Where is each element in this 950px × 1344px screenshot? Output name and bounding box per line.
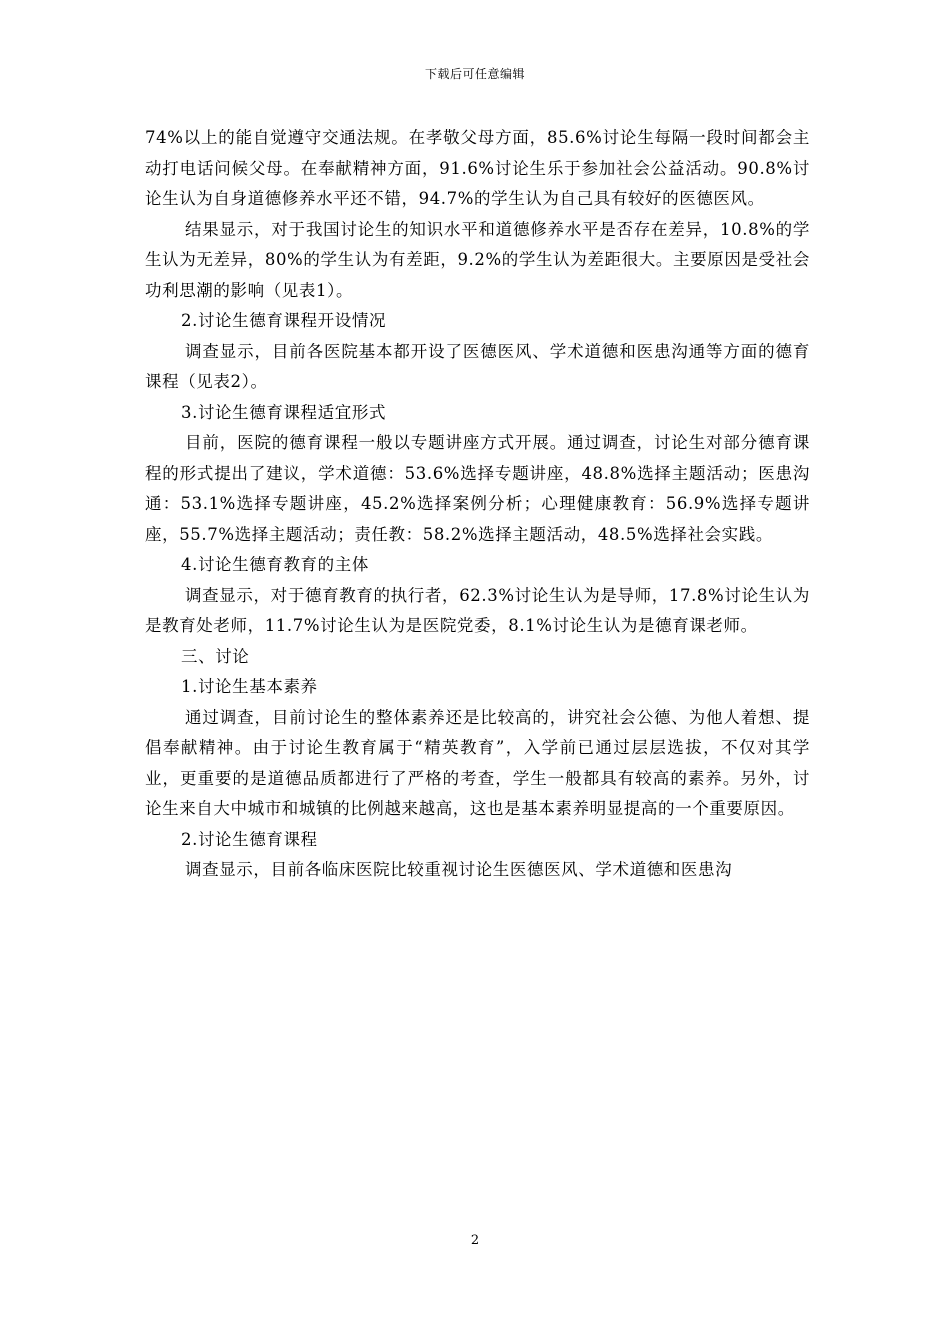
paragraph-course-setup: 调查显示，目前各医院基本都开设了医德医风、学术道德和医患沟通等方面的德育课程（见表2）。 [145,341,810,391]
document-body [145,123,810,886]
section-heading-education-subject: 4.讨论生德育教育的主体 [181,555,369,574]
paragraph-survey-results: 74%以上的能自觉遵守交通法规。在孝敬父母方面，85.6%讨论生每隔一段时间都会主动打电话问候父母。在奉献精神方面，91.6%讨论生乐于参加社会公益活动。90.8%讨论生认为自身道德修养水平还不错，94.7%的学生认为自己具有较好的医德医风。 [145,128,810,208]
section-heading-discussion: 三、讨论 [181,646,250,666]
paragraph-basic-quality: 通过调查，目前讨论生的整体素养还是比较高的，讲究社会公德、为他人着想、提倡奉献精神。由于讨论生教育属于“精英教育”，入学前已通过层层选拔，不仅对其学业，更重要的是道德品质都进行了严格的考查，学生一般都具有较高的素养。另外，讨论生来自大中城市和城镇的比例越来越高，这也是基本素养明显提高的一个重要原因。 [145,707,810,818]
paragraph-course-format: 目前，医院的德育课程一般以专题讲座方式开展。通过调查，讨论生对部分德育课程的形式提出了建议，学术道德：53.6%选择专题讲座，48.8%选择主题活动；医患沟通：53.1%选择专题讲座，45.2%选择案例分析；心理健康教育：56.9%选择专题讲座，55.7%选择主题活动；责任教：58.2%选择主题活动，48.5%选择社会实践。 [145,433,810,544]
paragraph-knowledge-morality-gap: 结果显示，对于我国讨论生的知识水平和道德修养水平是否存在差异，10.8%的学生认为无差异，80%的学生认为有差距，9.2%的学生认为差距很大。主要原因是受社会功利思潮的影响（见表1）。 [145,219,810,300]
section-heading-basic-quality: 1.讨论生基本素养 [181,677,318,696]
section-heading-moral-course: 2.讨论生德育课程 [181,829,318,849]
paragraph-moral-course: 调查显示，目前各临床医院比较重视讨论生医德医风、学术道德和医患沟 [185,860,733,879]
section-heading-course-setup: 2.讨论生德育课程开设情况 [181,311,387,330]
page-number: 2 [470,1233,480,1248]
paragraph-education-subject: 调查显示，对于德育教育的执行者，62.3%讨论生认为是导师，17.8%讨论生认为是教育处老师，11.7%讨论生认为是医院党委，8.1%讨论生认为是德育课老师。 [145,585,810,635]
section-heading-course-format: 3.讨论生德育课程适宜形式 [181,402,387,422]
page-header: 下载后可任意编辑 [424,67,525,81]
